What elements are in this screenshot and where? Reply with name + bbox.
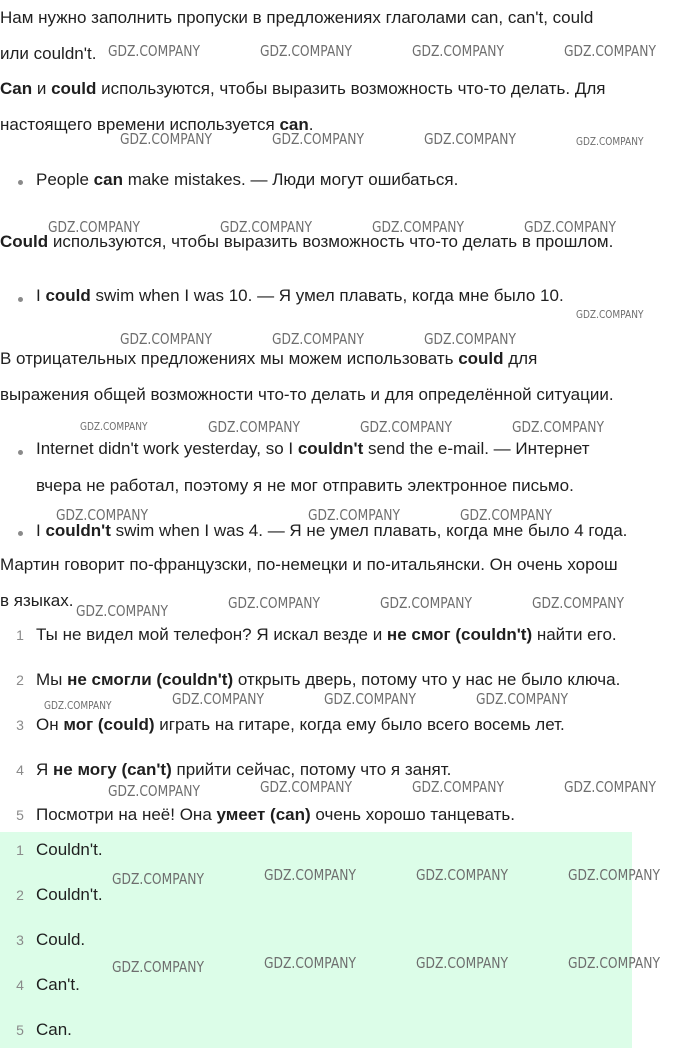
watermark: GDZ.COMPANY [564, 778, 656, 796]
watermark: GDZ.COMPANY [264, 866, 356, 884]
neg-example-1-text-1: Internet didn't work yesterday, so I [36, 439, 298, 458]
intro-line-1: Нам нужно заполнить пропуски в предложениях глаголами can, can't, could [0, 8, 594, 27]
can-example-text-1: People [36, 170, 94, 189]
martin-line-2: в языках. [0, 591, 74, 610]
neg-example-2-text-2: swim when I was 4. — Я не умел плавать, когда мне было 4 года. [110, 521, 628, 540]
list-number: 2 [16, 672, 24, 688]
intro-paragraph [0, 0, 678, 72]
watermark: GDZ.COMPANY [228, 594, 320, 612]
negative-rule-paragraph [0, 341, 678, 413]
watermark: GDZ.COMPANY [220, 218, 312, 236]
list-number: 5 [16, 807, 24, 823]
watermark: GDZ.COMPANY [108, 42, 200, 60]
watermark: GDZ.COMPANY [260, 778, 352, 796]
bullet-icon [18, 450, 23, 455]
list-item-keyword: не смог (couldn't) [386, 625, 533, 644]
watermark: GDZ.COMPANY [264, 954, 356, 972]
neg-example-1-text-3: вчера не работал, поэтому я не мог отправить электронное письмо. [36, 476, 574, 495]
list-item-text: найти его. [532, 625, 617, 644]
list-item-text: Ты не видел мой телефон? Я искал везде и [36, 625, 387, 644]
watermark: GDZ.COMPANY [308, 506, 400, 524]
watermark: GDZ.COMPANY [324, 690, 416, 708]
can-keyword: Can [0, 79, 33, 98]
negative-rule-keyword: could [458, 349, 504, 368]
list-item [36, 670, 676, 690]
negative-rule-text-1: В отрицательных предложениях мы можем использовать [0, 349, 459, 368]
neg-example-1-text-2: send the e-mail. — Интернет [363, 439, 590, 458]
could-keyword: could [51, 79, 97, 98]
can-keyword-2: can [279, 115, 309, 134]
bullet-icon [18, 531, 23, 536]
list-item-text: Мы [36, 670, 68, 689]
could-rule-keyword: Could [0, 232, 49, 251]
list-item-text: очень хорошо танцевать. [310, 805, 515, 824]
answer-number: 2 [16, 887, 24, 903]
negative-example-1 [36, 430, 676, 504]
list-number: 3 [16, 717, 24, 733]
answer-item: Could. [36, 930, 86, 949]
watermark: GDZ.COMPANY [576, 308, 644, 321]
watermark: GDZ.COMPANY [512, 418, 604, 436]
can-rule-text-4: . [308, 115, 314, 134]
answer-number: 5 [16, 1022, 24, 1038]
watermark: GDZ.COMPANY [120, 130, 212, 148]
can-example-keyword: can [93, 170, 123, 189]
list-item-keyword: не смогли (couldn't) [67, 670, 234, 689]
list-item-keyword: умеет (can) [216, 805, 311, 824]
watermark: GDZ.COMPANY [112, 958, 204, 976]
neg-example-2-text-1: I [36, 521, 46, 540]
negative-rule-text-2: для [503, 349, 538, 368]
list-item [36, 760, 676, 780]
watermark: GDZ.COMPANY [424, 330, 516, 348]
list-item-text: Я [36, 760, 53, 779]
could-example-text-2: swim when I was 10. — Я умел плавать, когда мне было 10. [90, 286, 564, 305]
list-item-text: Посмотри на неё! Она [36, 805, 217, 824]
answer-number: 3 [16, 932, 24, 948]
watermark: GDZ.COMPANY [208, 418, 300, 436]
martin-line-1: Мартин говорит по-французски, по-немецки и по-итальянски. Он очень хорош [0, 555, 618, 574]
can-rule-text-1: и [32, 79, 52, 98]
list-item-keyword: мог (could) [63, 715, 155, 734]
bullet-icon [18, 297, 23, 302]
list-number: 1 [16, 627, 24, 643]
watermark: GDZ.COMPANY [172, 690, 264, 708]
bullet-icon [18, 180, 23, 185]
can-rule-text-2: используются, чтобы выразить возможность что-то делать. Для [96, 79, 606, 98]
watermark: GDZ.COMPANY [412, 42, 504, 60]
answer-item: Couldn't. [36, 885, 103, 904]
watermark: GDZ.COMPANY [416, 954, 508, 972]
can-example [36, 161, 676, 198]
list-item [36, 715, 676, 735]
could-example-keyword: could [45, 286, 91, 305]
list-item-text: играть на гитаре, когда ему было всего восемь лет. [154, 715, 565, 734]
can-rule-text-3: настоящего времени используется [0, 115, 280, 134]
watermark: GDZ.COMPANY [76, 602, 168, 620]
watermark: GDZ.COMPANY [524, 218, 616, 236]
watermark: GDZ.COMPANY [416, 866, 508, 884]
watermark: GDZ.COMPANY [120, 330, 212, 348]
answer-number: 1 [16, 842, 24, 858]
list-item-text: открыть дверь, потому что у нас не было ключа. [233, 670, 621, 689]
watermark: GDZ.COMPANY [568, 866, 660, 884]
list-item-text: Он [36, 715, 64, 734]
neg-example-2-keyword: couldn't [45, 521, 111, 540]
watermark: GDZ.COMPANY [380, 594, 472, 612]
could-example-text-1: I [36, 286, 46, 305]
watermark: GDZ.COMPANY [476, 690, 568, 708]
watermark: GDZ.COMPANY [412, 778, 504, 796]
watermark: GDZ.COMPANY [260, 42, 352, 60]
watermark: GDZ.COMPANY [44, 699, 112, 712]
watermark: GDZ.COMPANY [108, 782, 200, 800]
negative-rule-text-3: выражения общей возможности что-то делать и для определённой ситуации. [0, 385, 614, 404]
answer-item: Couldn't. [36, 840, 103, 859]
list-item [36, 805, 676, 825]
intro-line-2: или couldn't. [0, 44, 97, 63]
watermark: GDZ.COMPANY [460, 506, 552, 524]
watermark: GDZ.COMPANY [564, 42, 656, 60]
can-example-text-2: make mistakes. — Люди могут ошибаться. [122, 170, 459, 189]
list-item-keyword: не могу (can't) [53, 760, 172, 779]
watermark: GDZ.COMPANY [80, 420, 148, 433]
watermark: GDZ.COMPANY [48, 218, 140, 236]
watermark: GDZ.COMPANY [568, 954, 660, 972]
watermark: GDZ.COMPANY [272, 330, 364, 348]
list-number: 4 [16, 762, 24, 778]
watermark: GDZ.COMPANY [372, 218, 464, 236]
answer-item: Can't. [36, 975, 80, 994]
watermark: GDZ.COMPANY [360, 418, 452, 436]
watermark: GDZ.COMPANY [272, 130, 364, 148]
could-rule-text: используются, чтобы выразить возможность что-то делать в прошлом. [48, 232, 614, 251]
answer-item: Can. [36, 1020, 72, 1039]
list-item [36, 625, 676, 645]
neg-example-1-keyword: couldn't [297, 439, 364, 458]
watermark: GDZ.COMPANY [532, 594, 624, 612]
watermark: GDZ.COMPANY [112, 870, 204, 888]
answer-number: 4 [16, 977, 24, 993]
watermark: GDZ.COMPANY [576, 135, 644, 148]
watermark: GDZ.COMPANY [56, 506, 148, 524]
list-item-text: прийти сейчас, потому что я занят. [171, 760, 452, 779]
watermark: GDZ.COMPANY [424, 130, 516, 148]
